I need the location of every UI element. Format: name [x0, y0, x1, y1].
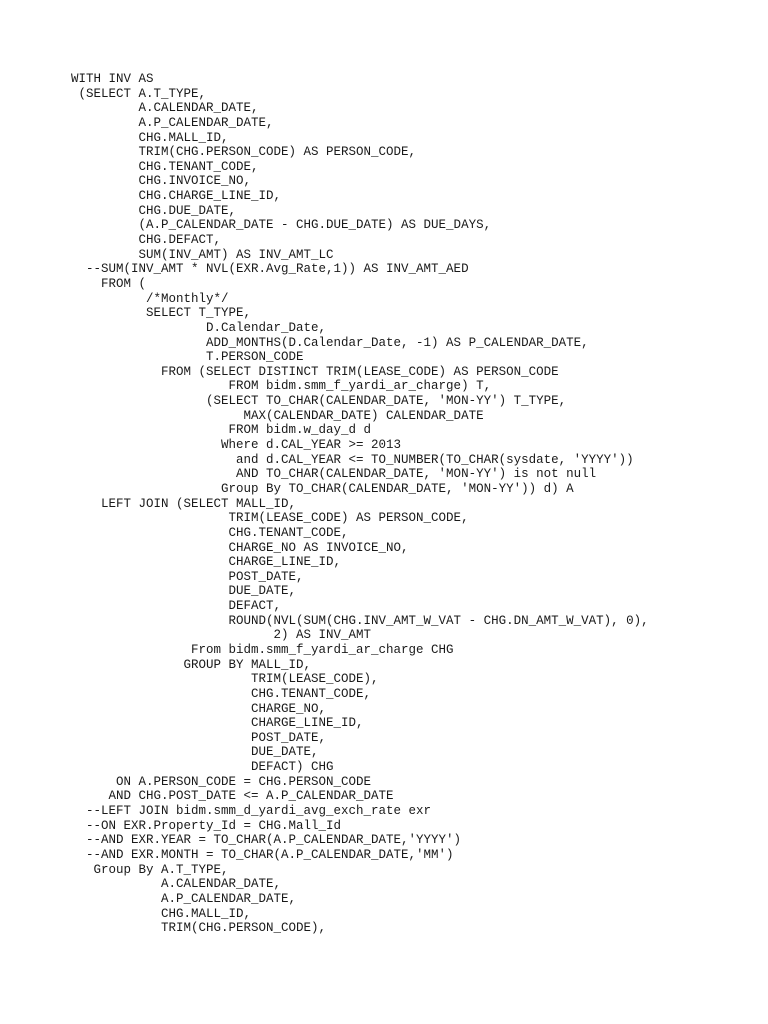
code-line: DUE_DATE, [71, 584, 297, 599]
code-line: (SELECT TO_CHAR(CALENDAR_DATE, 'MON-YY') T_TYPE, [71, 394, 567, 409]
code-line: MAX(CALENDAR_DATE) CALENDAR_DATE [71, 408, 484, 423]
code-line: --SUM(INV_AMT * NVL(EXR.Avg_Rate,1)) AS INV_AMT_AED [71, 262, 469, 277]
code-line: CHG.TENANT_CODE, [71, 525, 349, 540]
code-line: TRIM(CHG.PERSON_CODE), [71, 921, 327, 936]
code-line: TRIM(LEASE_CODE), [71, 672, 379, 687]
code-line: CHG.INVOICE_NO, [71, 174, 252, 189]
code-line: A.CALENDAR_DATE, [71, 101, 259, 116]
code-line: --AND EXR.YEAR = TO_CHAR(A.P_CALENDAR_DATE,'YYYY') [71, 833, 462, 848]
code-line: CHG.TENANT_CODE, [71, 159, 259, 174]
code-line: A.P_CALENDAR_DATE, [71, 115, 274, 130]
code-line: CHARGE_LINE_ID, [71, 716, 364, 731]
code-line: WITH INV AS [71, 72, 154, 86]
code-line: From bidm.smm_f_yardi_ar_charge CHG [71, 642, 454, 657]
code-line: FROM bidm.smm_f_yardi_ar_charge) T, [71, 379, 492, 394]
code-line: SELECT T_TYPE, [71, 306, 252, 321]
code-line: (SELECT A.T_TYPE, [71, 86, 207, 101]
code-line: T.PERSON_CODE [71, 350, 304, 365]
code-line: ADD_MONTHS(D.Calendar_Date, -1) AS P_CALENDAR_DATE, [71, 335, 589, 350]
code-line: A.CALENDAR_DATE, [71, 877, 282, 892]
code-line: CHG.MALL_ID, [71, 906, 252, 921]
code-line: TRIM(CHG.PERSON_CODE) AS PERSON_CODE, [71, 145, 417, 160]
code-line: A.P_CALENDAR_DATE, [71, 891, 297, 906]
code-line: CHG.TENANT_CODE, [71, 686, 372, 701]
code-line: FROM ( [71, 276, 147, 291]
code-line: FROM (SELECT DISTINCT TRIM(LEASE_CODE) AS PERSON_CODE [71, 364, 559, 379]
code-line: Group By TO_CHAR(CALENDAR_DATE, 'MON-YY')) d) A [71, 481, 574, 496]
code-line: DUE_DATE, [71, 745, 319, 760]
code-line: DEFACT, [71, 599, 282, 614]
code-line: DEFACT) CHG [71, 760, 334, 775]
code-line: LEFT JOIN (SELECT MALL_ID, [71, 496, 297, 511]
code-line: ON A.PERSON_CODE = CHG.PERSON_CODE [71, 774, 372, 789]
code-line: CHG.MALL_ID, [71, 130, 229, 145]
code-line: CHARGE_LINE_ID, [71, 555, 342, 570]
code-line: TRIM(LEASE_CODE) AS PERSON_CODE, [71, 511, 469, 526]
code-line: CHG.DEFACT, [71, 233, 222, 248]
code-line: --LEFT JOIN bidm.smm_d_yardi_avg_exch_rate exr [71, 804, 432, 819]
code-line: --ON EXR.Property_Id = CHG.Mall_Id [71, 818, 342, 833]
code-line: CHG.CHARGE_LINE_ID, [71, 189, 282, 204]
code-line: CHARGE_NO AS INVOICE_NO, [71, 540, 409, 555]
code-line: 2) AS INV_AMT [71, 628, 372, 643]
code-line: AND CHG.POST_DATE <= A.P_CALENDAR_DATE [71, 789, 394, 804]
code-line: SUM(INV_AMT) AS INV_AMT_LC [71, 247, 334, 262]
sql-code-block [71, 72, 649, 936]
code-line: D.Calendar_Date, [71, 320, 327, 335]
code-line: FROM bidm.w_day_d d [71, 423, 372, 438]
code-line: /*Monthly*/ [71, 291, 229, 306]
code-line: Group By A.T_TYPE, [71, 862, 229, 877]
code-line: Where d.CAL_YEAR >= 2013 [71, 438, 402, 453]
code-line: --AND EXR.MONTH = TO_CHAR(A.P_CALENDAR_DATE,'MM') [71, 847, 454, 862]
code-line: POST_DATE, [71, 569, 304, 584]
code-line: CHG.DUE_DATE, [71, 203, 237, 218]
code-line: ROUND(NVL(SUM(CHG.INV_AMT_W_VAT - CHG.DN_AMT_W_VAT), 0), [71, 613, 649, 628]
code-line: GROUP BY MALL_ID, [71, 657, 312, 672]
code-line: CHARGE_NO, [71, 701, 327, 716]
code-line: POST_DATE, [71, 730, 327, 745]
code-line: and d.CAL_YEAR <= TO_NUMBER(TO_CHAR(sysdate, 'YYYY')) [71, 452, 634, 467]
code-line: AND TO_CHAR(CALENDAR_DATE, 'MON-YY') is not null [71, 467, 597, 482]
code-line: (A.P_CALENDAR_DATE - CHG.DUE_DATE) AS DUE_DAYS, [71, 218, 492, 233]
